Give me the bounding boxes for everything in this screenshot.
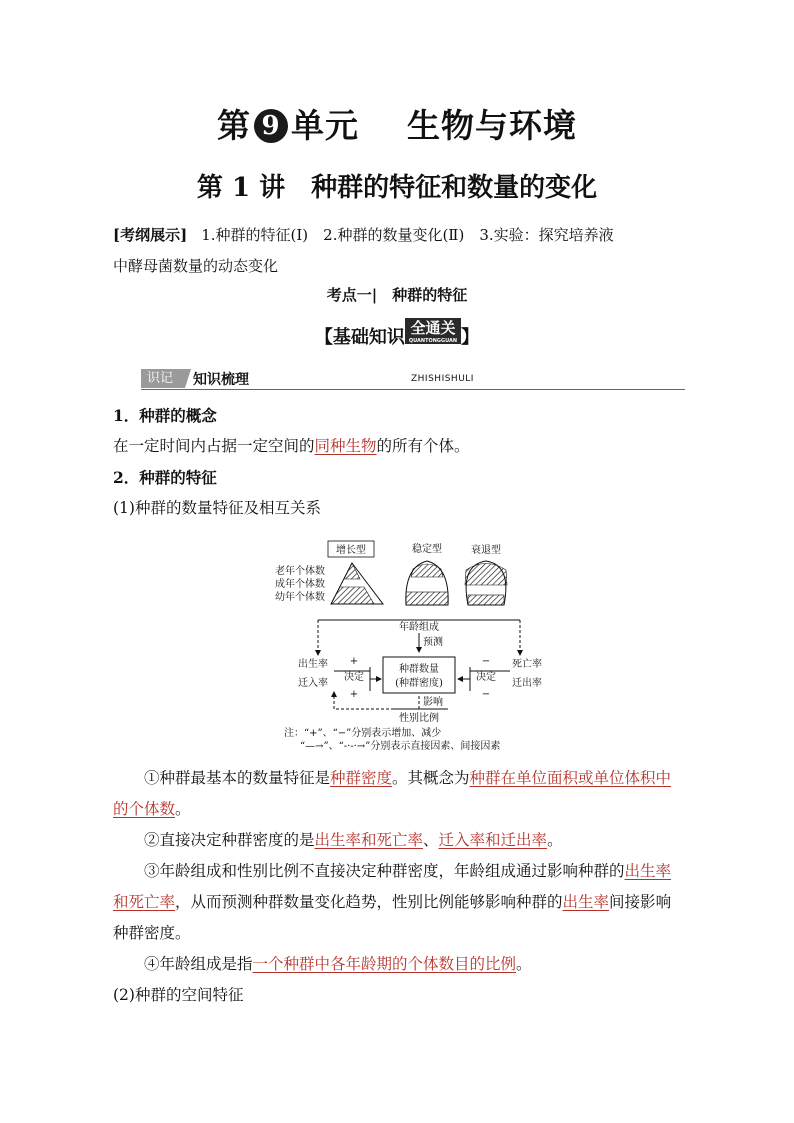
type-label-stable: 稳定型	[412, 544, 442, 555]
syllabus-line-1	[113, 224, 614, 245]
text: ②直接决定种群密度的是	[144, 831, 315, 849]
text: ①种群最基本的数量特征是	[144, 769, 331, 787]
decide-label-left: 决定	[344, 672, 364, 683]
heading-population-features: 2．种群的特征	[113, 468, 217, 487]
text: 间接影	[609, 893, 656, 911]
minus-sign-emigration: −	[481, 689, 491, 700]
text: 响种群密度。	[113, 893, 672, 942]
syllabus-tag: [考纲展示]	[113, 226, 188, 244]
section-name: 知识梳理	[193, 372, 249, 388]
lecture-title: 第 1 讲 种群的特征和数量的变化	[196, 173, 598, 203]
birth-rate-label: 出生率	[298, 659, 328, 670]
type-label-growth: 增长型	[336, 545, 366, 556]
emigration-label: 迁出率	[512, 678, 542, 689]
base-title-right: 】	[461, 327, 480, 348]
age-label-old: 老年个体数	[275, 566, 325, 577]
predict-label: 预测	[423, 637, 443, 648]
age-label-young: 幼年个体数	[275, 592, 325, 603]
paragraph-basic-feature	[113, 763, 685, 825]
pyramid-growth	[331, 563, 383, 604]
heading-quantity-features: (1)种群的数量特征及相互关系	[113, 499, 321, 517]
diagram-note-2: “—→”、“-·-·→”分别表示直接因素、间接因素	[300, 741, 501, 752]
answer-text: 出生率	[624, 862, 672, 880]
text: ③年龄组成和性别比例不直接决定种群密度，年龄组成通过影响种群的	[144, 862, 625, 880]
unit-title	[0, 100, 794, 147]
answer-text: 出生率	[562, 893, 610, 911]
sex-ratio-label: 性别比例	[399, 713, 439, 724]
pill-pinyin: QUANTONGGUAN	[408, 338, 458, 344]
answer-text: 同种生物	[314, 437, 377, 455]
text: 。	[175, 800, 191, 818]
paragraph-population-concept	[113, 431, 685, 462]
answer-text: 和死亡率	[113, 893, 176, 911]
syllabus-items: 1.种群的特征(Ⅰ) 2.种群的数量变化(Ⅱ) 3.实验：探究培养液	[201, 226, 614, 244]
pill-text: 全通关	[410, 319, 456, 337]
text: 。其概念为	[392, 769, 470, 787]
center-line-1: 种群数量	[399, 664, 439, 675]
text: 的所有个体。	[376, 437, 470, 455]
text: ，从而预测种群数量变化趋势，性别比例能够影响种群的	[175, 893, 563, 911]
minus-sign-death: −	[481, 656, 491, 667]
unit-subject: 生物与环境	[407, 106, 577, 145]
death-rate-label: 死亡率	[512, 659, 542, 670]
text: ④年龄组成是指	[144, 955, 253, 973]
syllabus-line-2: 中酵母菌数量的动态变化	[113, 257, 279, 275]
pyramid-stable	[406, 561, 448, 605]
unit-suffix: 单元	[291, 106, 359, 145]
unit-prefix: 第	[217, 106, 251, 145]
text: 。	[547, 831, 563, 849]
answer-text: 迁入率和迁出率	[438, 831, 548, 849]
unit-number-badge: 9	[254, 109, 288, 143]
text: 在一定时间内占据一定空间的	[113, 437, 315, 455]
population-feature-diagram	[274, 537, 564, 757]
paragraph-indirect-factors	[113, 856, 685, 949]
section-rule	[141, 389, 685, 390]
diagram-note-1: 注：“+”、“−”分别表示增加、减少	[284, 728, 442, 739]
immigration-label: 迁入率	[298, 678, 328, 689]
age-label-adult: 成年个体数	[275, 579, 325, 590]
type-label-decline: 衰退型	[471, 545, 501, 556]
center-line-2: (种群密度)	[395, 678, 443, 689]
answer-text: 种群在单位面积或单位体积中	[469, 769, 672, 787]
paragraph-age-structure	[113, 949, 685, 980]
age-structure-label: 年龄组成	[399, 622, 439, 633]
answer-text: 出生率和死亡率	[314, 831, 424, 849]
plus-sign-immigration: +	[349, 689, 359, 700]
affect-label: 影响	[423, 697, 443, 708]
paragraph-direct-factors	[113, 825, 685, 856]
section-pinyin: ZHISHISHULI	[411, 374, 474, 384]
text: 、	[423, 831, 439, 849]
pyramid-decline	[465, 561, 507, 605]
decide-label-right: 决定	[476, 672, 496, 683]
text: 。	[516, 955, 532, 973]
plus-sign-birth: +	[349, 656, 359, 667]
heading-population-concept: 1．种群的概念	[113, 406, 217, 425]
answer-text: 种群密度	[330, 769, 393, 787]
base-title-left: 【基础知识	[314, 327, 405, 348]
base-title-pill	[405, 318, 461, 344]
answer-text: 一个种群中各年龄期的个体数目的比例	[252, 955, 517, 973]
heading-spatial-features: (2)种群的空间特征	[113, 986, 244, 1004]
key-point-title: 考点一| 种群的特征	[326, 286, 468, 304]
answer-text: 的个体数	[113, 800, 176, 818]
section-tag: 识记	[141, 369, 185, 388]
section-header-bar	[141, 368, 685, 390]
base-knowledge-title	[0, 318, 794, 349]
